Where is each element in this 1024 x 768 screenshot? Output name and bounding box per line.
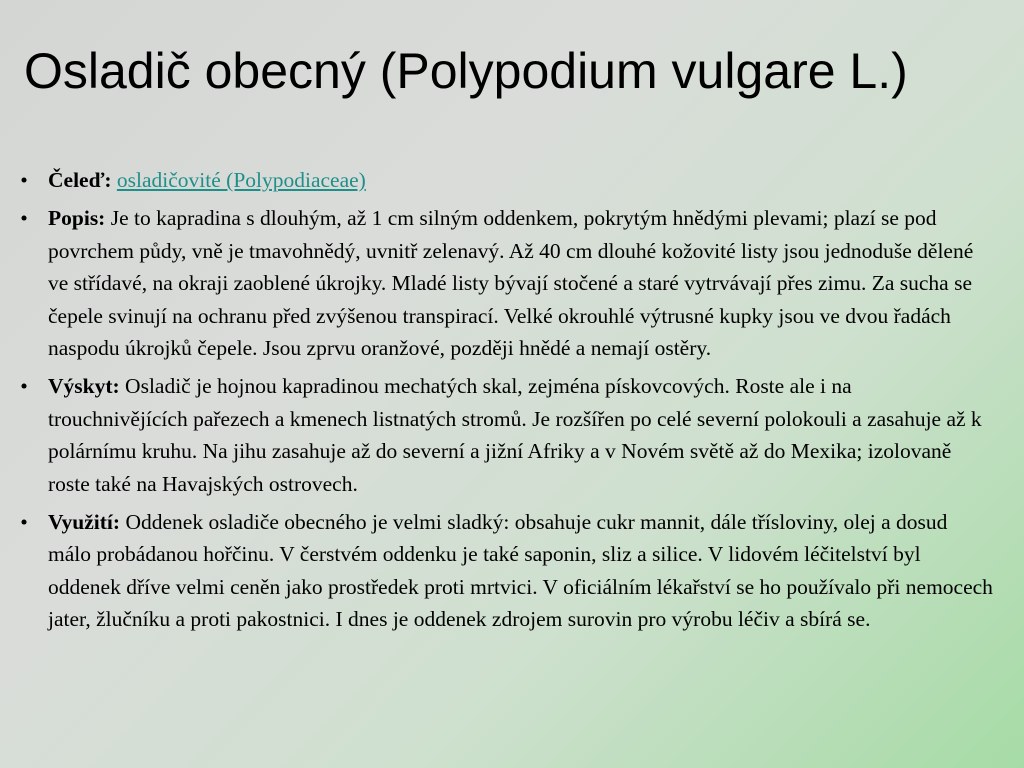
bullet-icon: • (20, 510, 28, 535)
bullet-icon: • (20, 168, 28, 192)
bullet-item-vyskyt (14, 370, 994, 500)
bullet-item-vyuziti (14, 506, 994, 636)
bullet-item-celed (14, 164, 994, 196)
bullet-item-popis (14, 202, 994, 364)
item-label-popis: Popis: (48, 206, 111, 231)
item-label-vyuziti: Využití: (48, 510, 126, 535)
item-label-celed: Čeleď: (48, 168, 117, 192)
bullet-icon: • (20, 374, 28, 399)
family-link[interactable]: osladičovité (Polypodiaceae) (116, 168, 366, 192)
item-text-vyuziti: Oddenek osladiče obecného je velmi sladký: obsahuje cukr mannit, dále třísloviny, olej a dosud málo probádanou hořčinu. V čerstvém oddenku je také saponin, sliz a silice. V lidovém léčitelství byl oddenek dříve velmi ceněn jako prostředek proti mrtvici. V oficiálním lékařství se ho používalo při nemocech jater, žlučníku a proti pakostnici. I dnes je oddenek zdrojem surovin pro výrobu léčiv a sbírá se. (48, 510, 993, 632)
item-label-vyskyt: Výskyt: (48, 374, 126, 399)
item-text-vyskyt: Osladič je hojnou kapradinou mechatých skal, zejména pískovcových. Roste ale i na trouchnivějících pařezech a kmenech listnatých stromů. Je rozšířen po celé severní polokouli a zasahuje až k polárnímu kruhu. Na jihu zasahuje až do severní a jižní Afriky a v Novém světě až do Mexika; izolovaně roste také na Havajských ostrovech. (48, 374, 982, 496)
bullet-icon: • (20, 206, 28, 231)
slide-title: Osladič obecný (Polypodium vulgare L.) (24, 43, 908, 99)
bullet-list (14, 164, 994, 642)
item-text-popis: Je to kapradina s dlouhým, až 1 cm silným oddenkem, pokrytým hnědými plevami; plazí se pod povrchem půdy, vně je tmavohnědý, uvnitř zelenavý. Až 40 cm dlouhé kožovité listy jsou jednoduše dělené ve střídavé, na okraji zaoblené úkrojky. Mladé listy bývají stočené a staré vytrvávají přes zimu. Za sucha se čepele svinují na ochranu před zvýšenou transpirací. Velké okrouhlé výtrusné kupky jsou ve dvou řadách naspodu úkrojků čepele. Jsou zprvu oranžové, později hnědé a nemají ostěry. (48, 206, 974, 361)
